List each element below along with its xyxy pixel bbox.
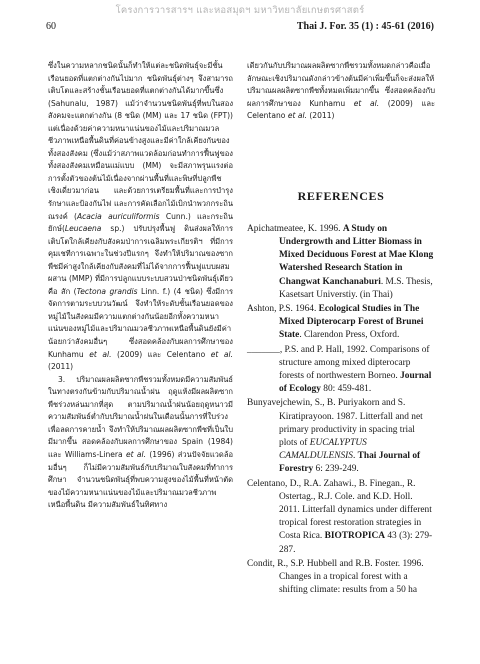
- running-head: Thai J. For. 35 (1) : 45-61 (2016): [296, 21, 434, 32]
- ref-details: 43 (3): 279-287.: [279, 531, 433, 555]
- text-run: Linn. f.) (4 ชนิด) ซึ่งมีการจัดการตามระบบวนวัฒน์ จึงทำให้ระดับชั้นเรือนยอดของหมู่ไม้ในสังคมมีความแตกต่างกันน้อยอีกทั้งความหนาแน่นของหมู่ไม้และปริมาณมวลชีวภาพเหนือพื้นดินยังมีค่าน้อยกว่าสังคมอื่นๆ ซึ่งสอดคล้องกับผลการศึกษาของ Kunhamu: [48, 286, 233, 359]
- page-number: 60: [46, 21, 56, 32]
- text-run: (2009) และ Celentano: [111, 349, 211, 359]
- text-run: 3. ปริมาณผลผลิตซากพืชรวมทั้งหมดมีความสัมพันธ์ในทางตรงกันข้ามกับปริมาณน้ำฝน ฤดูแห้งมีผลผลิตซากพืชร่วงหล่นมากที่สุด ตามปริมาณน้ำฝนน้อยฤดูหนาวมีความสัมพันธ์ต่ำกับปริมาณน้ำฝนในเดือนนั้นการที่ใบร่วงเพื่อลดการคายน้ำ จึงทำให้ปริมาณผลผลิตซากพืชที่เป็นใบมีมากขึ้น สอดคล้องกับผลการศึกษาของ Spain (1984) และ Williams-Linera: [48, 374, 233, 459]
- reference-entry: [247, 397, 435, 476]
- ref-species: EUCALYPTUS CAMALDULENSIS: [279, 437, 367, 462]
- scientific-name: Tectona grandis: [76, 286, 138, 296]
- text-run: เดียวกันกับปริมาณผลผลิตซากพืชรวมทั้งหมดกล่าวคือเมื่อลักษณะเชิงปริมาณดังกล่าวข้างต้นมีค่าเพิ่มขึ้นก็จะส่งผลให้ปริมาณผลผลิตซากพืชทั้งหมดเพิ่มมากขึ้น ซึ่งสอดคล้องกับผลการศึกษาของ Kunhamu: [247, 61, 435, 108]
- text-run: sp.) ปรับปรุงพื้นฟู ดินส่งผลให้การเติบโตใกล้เคียงกับสังคมป่าการเฉลิมพระเกียรติฯ ที่มีการคุมเชทีการเฉพาะในช่วงปีแรกๆ จึงทำให้ปริมาณของซากพืชมีค่าสูงใกล้เคียงกับสังคมที่ไม่ได้จากการฟื้นฟูแบบผสมผสาน (MMP) ที่มีการปลูกแบบระบบสวนป่าชนิดพันธุ์เดียว คือ สัก (: [48, 224, 233, 296]
- body-paragraph: [247, 60, 435, 123]
- et-al: et al.: [353, 98, 380, 108]
- ref-journal: Thai Journal of Forestry: [279, 451, 421, 475]
- ref-authors: _______, P.S. and P. Hall, 1992. Comparisons of structure among mixed dipterocarp forests of northwestern Borneo.: [247, 344, 430, 381]
- body-paragraph: [48, 374, 233, 512]
- et-al: et al.: [89, 349, 112, 359]
- reference-entry: [247, 344, 435, 397]
- ref-details: . Clarendon Press, Oxford.: [299, 330, 400, 341]
- scientific-name: Acacia auriculiformis: [77, 211, 160, 221]
- reference-entry: [247, 478, 435, 557]
- ref-authors: Bunyavejchewin, S., B. Puriyakorn and S. Kiratiprayoon. 1987. Litterfall and net primary productivity in spacing trial plots of: [247, 398, 423, 448]
- et-al: et al.: [210, 349, 233, 359]
- ref-journal: Journal of Ecology: [279, 370, 432, 395]
- ref-authors: Ashton, P.S. 1964.: [247, 303, 319, 314]
- text-run: (2011): [48, 362, 74, 372]
- right-column: [247, 60, 435, 598]
- et-al: et al.: [125, 449, 147, 459]
- text-run: Cunn.) และกระถินยักษ์(: [48, 211, 233, 234]
- ref-authors: Apichatmeatee, K. 1996.: [247, 223, 343, 234]
- references-heading: REFERENCES: [297, 188, 385, 203]
- ref-title: Ecological Studies in The Mixed Dipterocarp Forest of Brunei State: [279, 303, 424, 341]
- scientific-name: Leucaena: [64, 224, 102, 234]
- ref-journal: BIOTROPICA: [324, 531, 386, 542]
- text-run: ซึ่งในความหลากชนิดนั้นก็ทำให้แต่ละชนิดพันธุ์จะมีชั้นเรือนยอดที่แตกต่างกันไปมาก ชนิดพันธุ์ต่างๆ จึงสามารถเติบโตและสร้างชั้นเรือนยอดที่แตกต่างกันได้มากขึ้นซึ่ง (Sahunalu, 1987) แม้ว่าจำนวนชนิดพันธุ์ที่พบในสองสังคมจะแตกต่างกัน (8 ชนิด (MM) และ 17 ชนิด (FPT)) แต่เนื่องด้วยค่าความหนาแน่นของไม้และปริมาณมวลชีวภาพเหนือพื้นดินที่ค่อนข้างสูงและมีค่าใกล้เคียงกันของทั้งสองสังคม (ซึ่งแม้ว่าสภาพแวดล้อมก่อนทำการฟื้นฟูของทั้งสองสังคมเหมือนแม่แบบ (MM) จะมีสภาพรุนแรงต่อการตั้งตัวของต้นไม้เนื่องจากผ่านพื้นที่และพิษที่ปลูกพืชเชิงเดี่ยวมาก่อน และด้วยการเตรียมพื้นที่และการบำรุงรักษาและป้องกันไฟ และการคัดเลือกไม้เบิกนำพวกกระถินณรงค์ (: [48, 61, 233, 221]
- ref-details: . M.S. Thesis, Kasetsart Universtiy. (in Thai): [279, 276, 433, 300]
- ref-authors: Celentano, D., R.A. Zahawi., B. Finegan., R. Ostertag., R.J. Cole. and K.D. Holl. 2011. Litterfall dynamics under different tropical forest restoration strategies in Costa Rica.: [247, 478, 432, 542]
- watermark: โครงการวารสารฯ และหอสมุดฯ มหาวิทยาลัยเกษตรศาสตร์: [115, 5, 365, 16]
- ref-title: A Study on Undergrowth and Litter Biomass in Mixed Deciduous Forest at Mae Klong Watershed Research Station in Changwat Kanchanaburi: [279, 223, 434, 287]
- text-run: (1996) ส่วนปัจจัยแวดล้อมอื่นๆ ก็ไม่มีความสัมพันธ์กับปริมาณใบสังคมที่ทำการศึกษา จำนวนชนิดพันธุ์ที่พบความสูงของไม้พื้นที่หน้าตัดของไม้ความหนาแน่นของไม้และปริมาณมวลชีวภาพเหนือพื้นดิน มีความสัมพันธ์ในทิศทาง: [48, 449, 233, 510]
- text-run: (2009) และ Celentano: [247, 98, 435, 121]
- et-al: et al.: [287, 111, 307, 121]
- ref-authors: Condit, R., S.P. Hubbell and R.B. Foster. 1996. Changes in a tropical forest with a shifting climate: results from a 50 ha: [247, 558, 424, 596]
- reference-entry: [247, 223, 435, 302]
- left-column: [48, 60, 233, 512]
- text-run: (2011): [306, 111, 335, 121]
- ref-details: 80: 459-481.: [320, 384, 372, 395]
- body-paragraph: [48, 60, 233, 374]
- page-header: [46, 21, 434, 35]
- reference-entry: [247, 303, 435, 343]
- ref-separator: .: [352, 451, 358, 462]
- reference-entry: [247, 558, 435, 598]
- ref-details: 6: 239-249.: [313, 464, 359, 475]
